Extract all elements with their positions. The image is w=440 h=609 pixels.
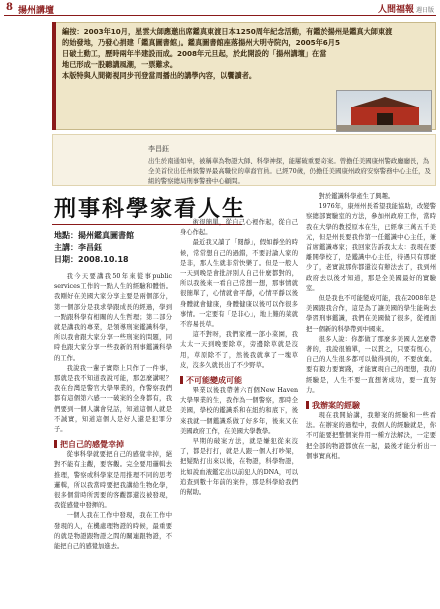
- brand-edition: 週日版: [415, 7, 434, 14]
- paragraph: 我今天要講我50年來從事public services工作的一點人生的經驗和體悟。我剛好在美國大家分享主要是兩個部分，第一個部分是我求學跟成長的經過，學到一點跟科學有相關的人生哲理；第二部分就是講我的專業，是領導刑案鑑識科學，所以我會跟大家分享一些刑案的問題，同時也跟大家分享一些我新的刑事鑑識科學的工作。: [54, 273, 172, 362]
- paragraph: 早期的破案方法，就是嫌犯從來沒了，都是打打，就是人跟一個人打吵架，把疑點打出來以後，在物證，科學物證，比如說血液鑑定出以前犯人的DNA，可以追查到數十年前的案件，那是科學給我們的幫助。: [180, 438, 298, 497]
- editor-note-accent: [52, 22, 56, 130]
- editor-note-text: [62, 26, 430, 81]
- newspaper-logo: [378, 2, 434, 15]
- section-title: 揚州講壇: [18, 6, 55, 16]
- page-number: 8: [6, 2, 13, 13]
- editor-note-line: 本版特與人間衛視同步刊登當周播出的講學內容，以饗讀者。: [62, 71, 257, 80]
- article-column-1: [54, 272, 172, 604]
- editor-note-line: 的始發地，乃發心捐建「鑑真圖書館」。鑑真圖書館座落揚州大明寺院內，2005年6月5: [62, 38, 340, 47]
- brand-name: 人間福報: [377, 5, 414, 15]
- page-header: [4, 2, 436, 16]
- paragraph: 我說我一輩子實際上只作了一件事，那就是我不知道我說可能，那怎麼講呢？我在台灣是警官大學畢業的，作警察我們都有這個第六感一一破案的全身都有，我們要到一個人講會兒話，知道這個人就是不誠實，知道這個人是好人還是犯罪分子。: [54, 364, 172, 434]
- article-column-2: [180, 218, 298, 604]
- author-name: 李昌鈺: [148, 145, 169, 153]
- subheading: 不可能變成可能: [180, 375, 298, 386]
- editor-note-line: 地已形成一股聽講風潮，一票難求。: [62, 60, 178, 69]
- article-date: 日期：2008.10.18: [54, 255, 129, 264]
- photo-ground: [337, 125, 432, 132]
- photo-door: [377, 113, 393, 125]
- article-column-3: [306, 192, 436, 604]
- paragraph: 術很簡單，從自己心裡作起，從自己身心作起。: [180, 219, 298, 237]
- paragraph: 現在我開始講，我辦案的經驗和一些看法。在辦案的過程中，我個人的經驗就是，你不可能要把整個案件用一種方法解決，一定要把全部的物證都放在一起，最後才能分析出一個事實真相。: [306, 412, 436, 460]
- paragraph: 1976年，康州州長希望我能協助，改變警察總部實驗室的方法，參加州政府工作，當時我在大學的教授原本在生，已經拿三萬五千美元，但是州長要我作第一任鑑識中心主任，兼首席鑑識專家；我回家告訴我太太：我現在要離開學校了，是鑑識中心主任，待遇只有那麼少了，老實說那你都還沒有辦法去了，我到州政府去以後才知道，那是全美國最好的實驗室。: [306, 203, 436, 292]
- editor-note-line: 編按：2003年10月，星雲大師應邀出席鑑真東渡日本1250周年紀念活動，有鑑於揚州是鑑真大師東渡: [62, 27, 393, 36]
- paragraph: 最近我又讀了「閱靜」，假如靜坐的時候，常常想自己的過錯，不要討論人家的是非，那人生就非常快樂了。但是一般人一天到晚是會批評別人自己什麼都對的，所以我後來一看自己常想一想，那事情就很簡單了，心情就會平靜，心情平靜以後身體就會健康，身體健康以後可以作很多事情。一定要有「是非心」，地上難的菜就不容易長草。: [180, 239, 298, 329]
- paragraph: 畢業以後我帶著六百個New Haven大學畢業的生，我作為一個警察，那時全美國，學校的鑑識系和在紐約和底下，後來我就一個鑑識系做了好多年，後來又在美國政府工作，在美國大學教學。: [180, 387, 298, 435]
- library-building-photo: [336, 90, 432, 132]
- paragraph: 這不對呀，我們家裡一部小菜園，我太太一天到晚要除草，旁邊除草就是沒用，草原除不了，然後我就拿了一塊草皮，沒多久就長出了不少野草。: [180, 331, 298, 369]
- paragraph: 很多人說：你都做了那麼多美國人怎麼帶著的，我說很簡單，一以貫之，只要有恆心，自己的人生很多都可以做得到的，不要放棄。要有毅力要實踐，才能實現自己的理想，我的經驗是，人生不要一直想著成功，要一直努力。: [306, 335, 436, 394]
- article-title: 刑事科學家看人生: [54, 196, 247, 222]
- author-bio: 出生於南通如皋，被稱華為物證大師、科學神探，能屢破重要奇案。曾擔任美國康州警政廳廳長，為全美首位出任州級警界最高職位的華裔官員。已經70歲，仍擔任美國康州政府安察警務中心主任，及組的警察總局刑事警務中心顧問。: [148, 157, 431, 185]
- editor-note-line: 日破土動工，歷時兩年半建設而成。2008年元旦起，於此開設的「揚州講壇」在當: [62, 49, 327, 58]
- paragraph: 一個人我在工作中發現，我在工作中發現的人，在機處理物證的時候，最重要的就是物證跟物證之間的關連跟物證，不能把自己的感覺加進去。: [54, 512, 172, 551]
- paragraph: 從事科學就要把自己的感覺幸掉，絕對不能有主觀，要客觀。完全要用邏輯去推理，警察或科學家是用推理不同的思考邏輯，所以我當時要把我講給生物化學，很多個當時所需要的客觀都還沒被發現，我從感覺中發揮的。: [54, 451, 172, 510]
- paragraph: 但是我也不可能變成可能，我在2008年是美國跟我合作，這是為了讓美國的學生能夠去學習刑事鑑識，我們在美國做了很多，從裡面把一個新的科學帶到中國來。: [306, 295, 436, 333]
- paragraph: 對於鑑識科學產生了興趣。: [318, 193, 395, 200]
- subheading: 把自己的感覺幸掉: [54, 439, 172, 450]
- article-speaker: 主講：李昌鈺: [54, 243, 102, 252]
- article-venue: 地點：揚州鑑真圖書館: [54, 231, 134, 240]
- subheading: 我辦案的經驗: [306, 400, 436, 411]
- photo-roof: [347, 97, 423, 107]
